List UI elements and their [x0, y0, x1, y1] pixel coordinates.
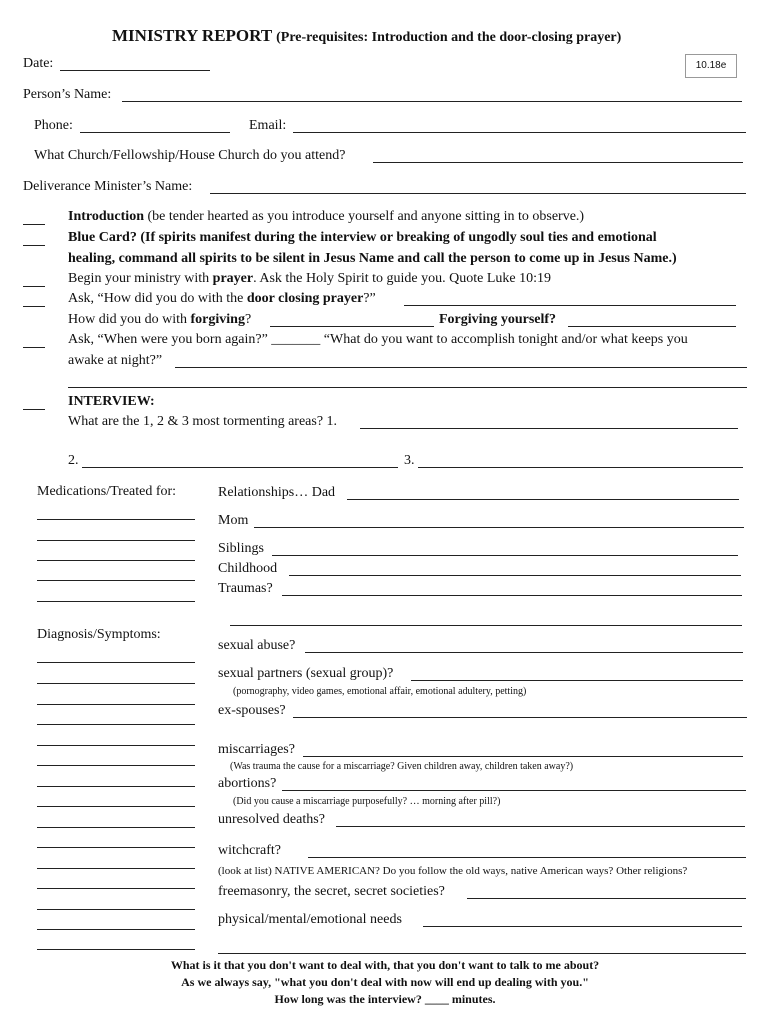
diagnosis-line[interactable]	[37, 827, 195, 828]
siblings-label: Siblings	[218, 541, 264, 556]
medications-line[interactable]	[37, 540, 195, 541]
title-subtitle: (Pre-requisites: Introduction and the door-closing prayer)	[276, 30, 622, 45]
diagnosis-line[interactable]	[37, 929, 195, 930]
check-blank-door-closing[interactable]	[23, 306, 45, 307]
minister-label: Deliverance Minister’s Name:	[23, 179, 193, 194]
sexual-partners-label: sexual partners (sexual group)?	[218, 666, 394, 681]
begin-prayer-bold: prayer	[212, 271, 254, 286]
footer-saying: As we always say, "what you don't deal with now will end up dealing with you."	[181, 975, 589, 989]
door-closing-field[interactable]	[404, 305, 736, 306]
diagnosis-line[interactable]	[37, 745, 195, 746]
diagnosis-line[interactable]	[37, 949, 195, 950]
church-field[interactable]	[373, 162, 743, 163]
check-blank-introduction[interactable]	[23, 224, 45, 225]
diagnosis-line[interactable]	[37, 847, 195, 848]
persons-name-field[interactable]	[122, 101, 742, 102]
diagnosis-line[interactable]	[37, 806, 195, 807]
medications-line[interactable]	[37, 519, 195, 520]
forgiving-post: ?	[244, 312, 252, 327]
freemasonry-label: freemasonry, the secret, secret societies?	[218, 884, 445, 899]
church-label: What Church/Fellowship/House Church do you attend?	[34, 148, 346, 163]
check-blank-blue-card[interactable]	[23, 245, 45, 246]
email-label: Email:	[249, 118, 287, 133]
email-field[interactable]	[293, 132, 746, 133]
sexual-abuse-label: sexual abuse?	[218, 638, 296, 653]
mom-label: Mom	[218, 513, 249, 528]
introduction-text: (be tender hearted as you introduce yourself and anyone sitting in to observe.)	[143, 209, 585, 224]
mom-field[interactable]	[254, 527, 744, 528]
sexual-abuse-field[interactable]	[305, 652, 743, 653]
childhood-label: Childhood	[218, 561, 278, 576]
unresolved-deaths-label: unresolved deaths?	[218, 812, 325, 827]
page-title	[112, 26, 621, 46]
diagnosis-line[interactable]	[37, 765, 195, 766]
diagnosis-label: Diagnosis/Symptoms:	[37, 627, 161, 642]
area-3-label: 3.	[404, 453, 415, 468]
diagnosis-line[interactable]	[37, 704, 195, 705]
check-blank-prayer[interactable]	[23, 286, 45, 287]
awake-at-night-field[interactable]	[175, 367, 747, 368]
siblings-field[interactable]	[272, 555, 738, 556]
diagnosis-line[interactable]	[37, 724, 195, 725]
sexual-partners-field[interactable]	[411, 680, 743, 681]
unresolved-deaths-field[interactable]	[336, 826, 745, 827]
abortions-field[interactable]	[282, 790, 746, 791]
witchcraft-field[interactable]	[308, 857, 746, 858]
date-label: Date:	[23, 56, 54, 71]
minister-field[interactable]	[210, 193, 746, 194]
freemasonry-field[interactable]	[467, 898, 746, 899]
door-closing-bold: door closing prayer	[246, 291, 364, 306]
forgiving-self-field[interactable]	[568, 326, 736, 327]
forgiving-field[interactable]	[270, 326, 434, 327]
childhood-field[interactable]	[289, 575, 741, 576]
sexual-partners-note: (pornography, video games, emotional affair, emotional adultery, petting)	[233, 686, 527, 697]
diagnosis-line[interactable]	[37, 683, 195, 684]
forgiving-self-label: Forgiving yourself?	[439, 312, 557, 327]
blue-card-line1: Blue Card? (If spirits manifest during the interview or breaking of ungodly soul ties and emotional	[68, 230, 657, 245]
medications-label: Medications/Treated for:	[37, 484, 177, 499]
miscarriages-label: miscarriages?	[218, 742, 295, 757]
ex-spouses-label: ex-spouses?	[218, 703, 286, 718]
relationships-dad-label: Relationships… Dad	[218, 485, 336, 500]
tormenting-area-2-field[interactable]	[82, 467, 398, 468]
tormenting-area-3-field[interactable]	[418, 467, 743, 468]
introduction-bold: Introduction	[68, 209, 144, 224]
miscarriages-note: (Was trauma the cause for a miscarriage? Given children away, children taken away?)	[230, 761, 574, 772]
forgiving-pre: How did you do with	[68, 312, 191, 327]
begin-prayer-post: . Ask the Holy Spirit to guide you. Quote Luke 10:19	[253, 271, 551, 286]
interview-question: What are the 1, 2 & 3 most tormenting areas? 1.	[68, 414, 338, 429]
tormenting-area-1-field[interactable]	[360, 428, 738, 429]
diagnosis-line[interactable]	[37, 662, 195, 663]
check-blank-born-again[interactable]	[23, 347, 45, 348]
traumas-label: Traumas?	[218, 581, 273, 596]
forgiving-item	[68, 312, 251, 328]
footer-question: What is it that you don't want to deal with, that you don't want to talk to me about?	[170, 958, 600, 972]
door-closing-post: ?”	[363, 291, 376, 306]
form-code-badge: 10.18e	[685, 54, 737, 78]
begin-prayer-item	[68, 271, 551, 287]
diagnosis-line[interactable]	[37, 868, 195, 869]
title-main: MINISTRY REPORT	[112, 26, 272, 45]
traumas-field-2[interactable]	[230, 625, 742, 626]
interview-title: INTERVIEW:	[68, 394, 155, 409]
diagnosis-line[interactable]	[37, 888, 195, 889]
physical-needs-label: physical/mental/emotional needs	[218, 912, 402, 927]
abortions-label: abortions?	[218, 776, 277, 791]
diagnosis-line[interactable]	[37, 909, 195, 910]
ex-spouses-field[interactable]	[293, 717, 747, 718]
miscarriages-field[interactable]	[303, 756, 743, 757]
phone-field[interactable]	[80, 132, 230, 133]
footer-interview-length: How long was the interview? ____ minutes.	[274, 992, 496, 1006]
date-field[interactable]	[60, 70, 210, 71]
physical-needs-field-2[interactable]	[218, 953, 746, 954]
door-closing-item	[68, 291, 376, 307]
introduction-item	[68, 209, 584, 225]
medications-line[interactable]	[37, 580, 195, 581]
traumas-field[interactable]	[282, 595, 742, 596]
awake-at-night-label: awake at night?”	[68, 353, 163, 368]
medications-line[interactable]	[37, 560, 195, 561]
blue-card-line2: healing, command all spirits to be silent in Jesus Name and call the person to come up in Jesus Name.)	[68, 251, 677, 266]
awake-at-night-field-2[interactable]	[68, 387, 747, 388]
medications-line[interactable]	[37, 601, 195, 602]
relationships-dad-field[interactable]	[347, 499, 739, 500]
witchcraft-label: witchcraft?	[218, 843, 281, 858]
diagnosis-line[interactable]	[37, 786, 195, 787]
persons-name-label: Person’s Name:	[23, 87, 112, 102]
physical-needs-field[interactable]	[423, 926, 742, 927]
door-closing-pre: Ask, “How did you do with the	[68, 291, 247, 306]
check-blank-interview[interactable]	[23, 409, 45, 410]
born-again-item: Ask, “When were you born again?” _______ “What do you want to accomplish tonight and/or what keeps you	[68, 332, 688, 347]
area-2-label: 2.	[68, 453, 79, 468]
phone-label: Phone:	[34, 118, 73, 133]
forgiving-bold: forgiving	[190, 312, 245, 327]
begin-prayer-pre: Begin your ministry with	[68, 271, 213, 286]
abortions-note: (Did you cause a miscarriage purposefully? … morning after pill?)	[233, 796, 501, 807]
native-american-note: (look at list) NATIVE AMERICAN? Do you follow the old ways, native American ways? Other religions?	[218, 865, 688, 877]
